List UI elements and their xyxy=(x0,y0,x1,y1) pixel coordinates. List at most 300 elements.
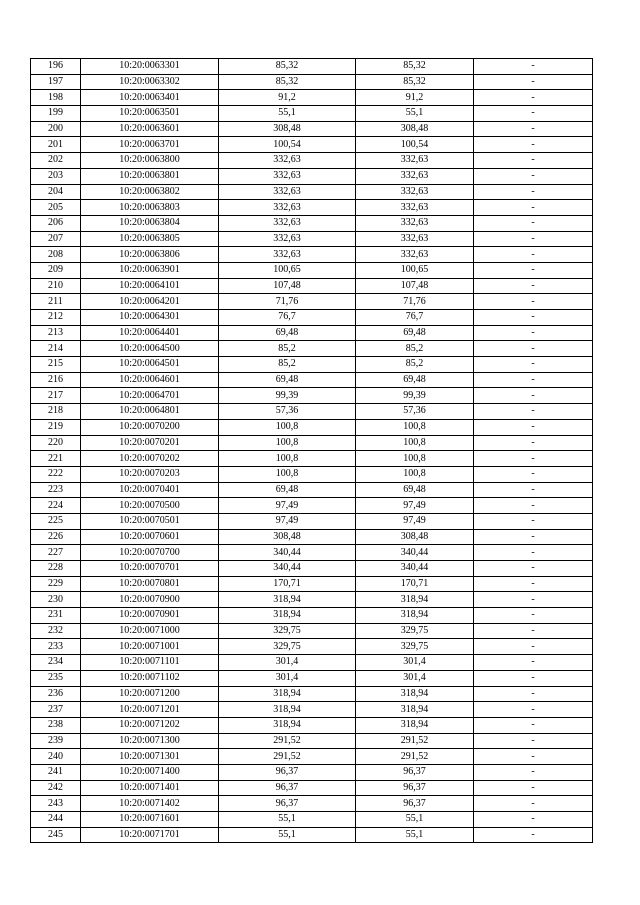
value-cell: 332,63 xyxy=(219,231,356,247)
row-number-cell: 240 xyxy=(31,749,81,765)
note-cell: - xyxy=(474,184,593,200)
note-cell: - xyxy=(474,796,593,812)
row-number-cell: 209 xyxy=(31,262,81,278)
value-cell-2: 96,37 xyxy=(356,780,474,796)
value-cell-2: 340,44 xyxy=(356,545,474,561)
row-number-cell: 199 xyxy=(31,106,81,122)
table-row xyxy=(31,451,593,467)
cadastral-number-cell: 10:20:0064501 xyxy=(81,357,219,373)
note-cell: - xyxy=(474,466,593,482)
note-cell: - xyxy=(474,576,593,592)
note-cell: - xyxy=(474,592,593,608)
row-number-cell: 210 xyxy=(31,278,81,294)
note-cell: - xyxy=(474,623,593,639)
value-cell-2: 55,1 xyxy=(356,812,474,828)
value-cell: 340,44 xyxy=(219,561,356,577)
table-row xyxy=(31,670,593,686)
note-cell: - xyxy=(474,733,593,749)
cadastral-number-cell: 10:20:0070900 xyxy=(81,592,219,608)
table-row xyxy=(31,576,593,592)
table-row xyxy=(31,184,593,200)
note-cell: - xyxy=(474,764,593,780)
value-cell: 96,37 xyxy=(219,764,356,780)
note-cell: - xyxy=(474,357,593,373)
value-cell-2: 76,7 xyxy=(356,310,474,326)
row-number-cell: 234 xyxy=(31,655,81,671)
table-row xyxy=(31,592,593,608)
table-row xyxy=(31,686,593,702)
cadastral-number-cell: 10:20:0071601 xyxy=(81,812,219,828)
row-number-cell: 200 xyxy=(31,121,81,137)
table-row xyxy=(31,310,593,326)
cadastral-number-cell: 10:20:0070801 xyxy=(81,576,219,592)
table-row xyxy=(31,294,593,310)
value-cell-2: 318,94 xyxy=(356,592,474,608)
table-row xyxy=(31,561,593,577)
note-cell: - xyxy=(474,231,593,247)
table-row xyxy=(31,435,593,451)
cadastral-number-cell: 10:20:0063301 xyxy=(81,59,219,75)
table-row xyxy=(31,121,593,137)
table-row xyxy=(31,341,593,357)
table-row xyxy=(31,466,593,482)
table-row xyxy=(31,529,593,545)
note-cell: - xyxy=(474,278,593,294)
row-number-cell: 221 xyxy=(31,451,81,467)
table-row xyxy=(31,231,593,247)
cadastral-number-cell: 10:20:0063800 xyxy=(81,153,219,169)
row-number-cell: 211 xyxy=(31,294,81,310)
value-cell-2: 100,54 xyxy=(356,137,474,153)
row-number-cell: 236 xyxy=(31,686,81,702)
note-cell: - xyxy=(474,294,593,310)
document-page xyxy=(30,58,593,843)
value-cell: 308,48 xyxy=(219,529,356,545)
value-cell: 100,54 xyxy=(219,137,356,153)
table-row xyxy=(31,137,593,153)
row-number-cell: 226 xyxy=(31,529,81,545)
value-cell: 340,44 xyxy=(219,545,356,561)
cadastral-number-cell: 10:20:0071000 xyxy=(81,623,219,639)
table-row xyxy=(31,325,593,341)
note-cell: - xyxy=(474,561,593,577)
note-cell: - xyxy=(474,200,593,216)
note-cell: - xyxy=(474,670,593,686)
row-number-cell: 205 xyxy=(31,200,81,216)
value-cell: 291,52 xyxy=(219,749,356,765)
value-cell-2: 308,48 xyxy=(356,529,474,545)
row-number-cell: 244 xyxy=(31,812,81,828)
cadastral-number-cell: 10:20:0064801 xyxy=(81,404,219,420)
value-cell-2: 308,48 xyxy=(356,121,474,137)
table-row xyxy=(31,106,593,122)
value-cell-2: 170,71 xyxy=(356,576,474,592)
note-cell: - xyxy=(474,655,593,671)
table-row xyxy=(31,200,593,216)
value-cell-2: 99,39 xyxy=(356,388,474,404)
value-cell-2: 100,8 xyxy=(356,466,474,482)
cadastral-number-cell: 10:20:0070200 xyxy=(81,419,219,435)
value-cell: 69,48 xyxy=(219,325,356,341)
row-number-cell: 239 xyxy=(31,733,81,749)
table-row xyxy=(31,357,593,373)
table-row xyxy=(31,623,593,639)
note-cell: - xyxy=(474,59,593,75)
cadastral-number-cell: 10:20:0071300 xyxy=(81,733,219,749)
value-cell-2: 291,52 xyxy=(356,733,474,749)
value-cell-2: 69,48 xyxy=(356,325,474,341)
cadastral-number-cell: 10:20:0071301 xyxy=(81,749,219,765)
row-number-cell: 222 xyxy=(31,466,81,482)
cadastral-number-cell: 10:20:0071401 xyxy=(81,780,219,796)
row-number-cell: 242 xyxy=(31,780,81,796)
note-cell: - xyxy=(474,215,593,231)
row-number-cell: 206 xyxy=(31,215,81,231)
value-cell-2: 85,32 xyxy=(356,74,474,90)
value-cell-2: 301,4 xyxy=(356,655,474,671)
value-cell-2: 329,75 xyxy=(356,623,474,639)
value-cell: 85,32 xyxy=(219,59,356,75)
value-cell: 57,36 xyxy=(219,404,356,420)
row-number-cell: 232 xyxy=(31,623,81,639)
value-cell-2: 318,94 xyxy=(356,686,474,702)
note-cell: - xyxy=(474,827,593,843)
row-number-cell: 241 xyxy=(31,764,81,780)
value-cell: 96,37 xyxy=(219,796,356,812)
value-cell: 97,49 xyxy=(219,513,356,529)
note-cell: - xyxy=(474,780,593,796)
value-cell-2: 301,4 xyxy=(356,670,474,686)
row-number-cell: 238 xyxy=(31,717,81,733)
cadastral-number-cell: 10:20:0070601 xyxy=(81,529,219,545)
value-cell-2: 291,52 xyxy=(356,749,474,765)
value-cell: 91,2 xyxy=(219,90,356,106)
row-number-cell: 220 xyxy=(31,435,81,451)
value-cell-2: 100,8 xyxy=(356,451,474,467)
value-cell-2: 107,48 xyxy=(356,278,474,294)
value-cell-2: 100,8 xyxy=(356,419,474,435)
value-cell: 318,94 xyxy=(219,592,356,608)
row-number-cell: 215 xyxy=(31,357,81,373)
value-cell: 318,94 xyxy=(219,686,356,702)
table-row xyxy=(31,90,593,106)
table-row xyxy=(31,278,593,294)
note-cell: - xyxy=(474,812,593,828)
value-cell: 308,48 xyxy=(219,121,356,137)
note-cell: - xyxy=(474,529,593,545)
value-cell-2: 329,75 xyxy=(356,639,474,655)
cadastral-number-cell: 10:20:0063805 xyxy=(81,231,219,247)
table-row xyxy=(31,419,593,435)
cadastral-number-cell: 10:20:0064401 xyxy=(81,325,219,341)
cadastral-number-cell: 10:20:0064301 xyxy=(81,310,219,326)
value-cell: 170,71 xyxy=(219,576,356,592)
table-row xyxy=(31,717,593,733)
cadastral-number-cell: 10:20:0063901 xyxy=(81,262,219,278)
row-number-cell: 197 xyxy=(31,74,81,90)
note-cell: - xyxy=(474,749,593,765)
row-number-cell: 228 xyxy=(31,561,81,577)
value-cell: 100,8 xyxy=(219,435,356,451)
row-number-cell: 235 xyxy=(31,670,81,686)
row-number-cell: 218 xyxy=(31,404,81,420)
value-cell: 55,1 xyxy=(219,812,356,828)
table-row xyxy=(31,545,593,561)
note-cell: - xyxy=(474,717,593,733)
value-cell-2: 332,63 xyxy=(356,231,474,247)
value-cell-2: 340,44 xyxy=(356,561,474,577)
value-cell-2: 100,65 xyxy=(356,262,474,278)
note-cell: - xyxy=(474,137,593,153)
value-cell: 291,52 xyxy=(219,733,356,749)
row-number-cell: 224 xyxy=(31,498,81,514)
cadastral-number-cell: 10:20:0063803 xyxy=(81,200,219,216)
cadastral-number-cell: 10:20:0064500 xyxy=(81,341,219,357)
note-cell: - xyxy=(474,404,593,420)
value-cell-2: 57,36 xyxy=(356,404,474,420)
note-cell: - xyxy=(474,639,593,655)
row-number-cell: 214 xyxy=(31,341,81,357)
value-cell: 97,49 xyxy=(219,498,356,514)
cadastral-number-cell: 10:20:0064201 xyxy=(81,294,219,310)
cadastral-number-cell: 10:20:0063806 xyxy=(81,247,219,263)
table-row xyxy=(31,74,593,90)
table-row xyxy=(31,812,593,828)
value-cell-2: 318,94 xyxy=(356,717,474,733)
note-cell: - xyxy=(474,325,593,341)
row-number-cell: 223 xyxy=(31,482,81,498)
row-number-cell: 201 xyxy=(31,137,81,153)
value-cell-2: 97,49 xyxy=(356,513,474,529)
cadastral-number-cell: 10:20:0071201 xyxy=(81,702,219,718)
cadastral-number-cell: 10:20:0063801 xyxy=(81,168,219,184)
table-row xyxy=(31,247,593,263)
note-cell: - xyxy=(474,482,593,498)
value-cell-2: 55,1 xyxy=(356,106,474,122)
row-number-cell: 225 xyxy=(31,513,81,529)
value-cell-2: 332,63 xyxy=(356,153,474,169)
cadastral-number-cell: 10:20:0063302 xyxy=(81,74,219,90)
cadastral-number-cell: 10:20:0070202 xyxy=(81,451,219,467)
value-cell: 99,39 xyxy=(219,388,356,404)
value-cell: 85,2 xyxy=(219,357,356,373)
cadastral-number-cell: 10:20:0063501 xyxy=(81,106,219,122)
note-cell: - xyxy=(474,686,593,702)
row-number-cell: 196 xyxy=(31,59,81,75)
value-cell-2: 318,94 xyxy=(356,608,474,624)
value-cell: 96,37 xyxy=(219,780,356,796)
table-row xyxy=(31,780,593,796)
row-number-cell: 202 xyxy=(31,153,81,169)
table-row xyxy=(31,153,593,169)
value-cell-2: 96,37 xyxy=(356,764,474,780)
row-number-cell: 213 xyxy=(31,325,81,341)
value-cell: 332,63 xyxy=(219,184,356,200)
value-cell-2: 69,48 xyxy=(356,482,474,498)
cadastral-number-cell: 10:20:0070203 xyxy=(81,466,219,482)
note-cell: - xyxy=(474,310,593,326)
table-row xyxy=(31,404,593,420)
value-cell-2: 85,2 xyxy=(356,341,474,357)
cadastral-number-cell: 10:20:0071202 xyxy=(81,717,219,733)
table-row xyxy=(31,59,593,75)
value-cell: 332,63 xyxy=(219,168,356,184)
note-cell: - xyxy=(474,545,593,561)
cadastral-number-cell: 10:20:0070201 xyxy=(81,435,219,451)
note-cell: - xyxy=(474,74,593,90)
cadastral-number-cell: 10:20:0070500 xyxy=(81,498,219,514)
table-row xyxy=(31,827,593,843)
value-cell-2: 91,2 xyxy=(356,90,474,106)
value-cell: 76,7 xyxy=(219,310,356,326)
cadastral-number-cell: 10:20:0070901 xyxy=(81,608,219,624)
table-row xyxy=(31,608,593,624)
value-cell-2: 332,63 xyxy=(356,184,474,200)
note-cell: - xyxy=(474,498,593,514)
note-cell: - xyxy=(474,388,593,404)
value-cell: 69,48 xyxy=(219,482,356,498)
value-cell: 55,1 xyxy=(219,827,356,843)
row-number-cell: 208 xyxy=(31,247,81,263)
value-cell: 301,4 xyxy=(219,670,356,686)
value-cell-2: 332,63 xyxy=(356,247,474,263)
row-number-cell: 233 xyxy=(31,639,81,655)
note-cell: - xyxy=(474,435,593,451)
row-number-cell: 216 xyxy=(31,372,81,388)
value-cell-2: 85,32 xyxy=(356,59,474,75)
value-cell-2: 332,63 xyxy=(356,215,474,231)
row-number-cell: 207 xyxy=(31,231,81,247)
cadastral-number-cell: 10:20:0070700 xyxy=(81,545,219,561)
cadastral-number-cell: 10:20:0063802 xyxy=(81,184,219,200)
value-cell: 318,94 xyxy=(219,702,356,718)
table-row xyxy=(31,796,593,812)
row-number-cell: 243 xyxy=(31,796,81,812)
table-row xyxy=(31,215,593,231)
row-number-cell: 212 xyxy=(31,310,81,326)
value-cell-2: 97,49 xyxy=(356,498,474,514)
table-row xyxy=(31,655,593,671)
value-cell-2: 318,94 xyxy=(356,702,474,718)
cadastral-number-cell: 10:20:0063601 xyxy=(81,121,219,137)
value-cell: 100,8 xyxy=(219,419,356,435)
cadastral-number-cell: 10:20:0071200 xyxy=(81,686,219,702)
value-cell: 332,63 xyxy=(219,153,356,169)
table-row xyxy=(31,749,593,765)
value-cell: 107,48 xyxy=(219,278,356,294)
note-cell: - xyxy=(474,106,593,122)
cadastral-number-cell: 10:20:0063701 xyxy=(81,137,219,153)
cadastral-number-cell: 10:20:0064601 xyxy=(81,372,219,388)
value-cell: 332,63 xyxy=(219,200,356,216)
cadastral-number-cell: 10:20:0071001 xyxy=(81,639,219,655)
table-row xyxy=(31,702,593,718)
value-cell: 100,65 xyxy=(219,262,356,278)
table-row xyxy=(31,388,593,404)
note-cell: - xyxy=(474,702,593,718)
cadastral-number-cell: 10:20:0071102 xyxy=(81,670,219,686)
note-cell: - xyxy=(474,608,593,624)
cadastral-number-cell: 10:20:0071400 xyxy=(81,764,219,780)
note-cell: - xyxy=(474,168,593,184)
note-cell: - xyxy=(474,451,593,467)
cadastral-number-cell: 10:20:0064101 xyxy=(81,278,219,294)
cadastral-number-cell: 10:20:0063401 xyxy=(81,90,219,106)
cadastral-number-cell: 10:20:0064701 xyxy=(81,388,219,404)
note-cell: - xyxy=(474,247,593,263)
value-cell: 55,1 xyxy=(219,106,356,122)
value-cell: 69,48 xyxy=(219,372,356,388)
table-row xyxy=(31,482,593,498)
row-number-cell: 237 xyxy=(31,702,81,718)
cadastral-number-cell: 10:20:0071402 xyxy=(81,796,219,812)
cadastral-number-cell: 10:20:0071701 xyxy=(81,827,219,843)
note-cell: - xyxy=(474,419,593,435)
value-cell-2: 69,48 xyxy=(356,372,474,388)
table-row xyxy=(31,498,593,514)
row-number-cell: 245 xyxy=(31,827,81,843)
table-row xyxy=(31,639,593,655)
value-cell-2: 100,8 xyxy=(356,435,474,451)
value-cell-2: 332,63 xyxy=(356,200,474,216)
value-cell: 329,75 xyxy=(219,639,356,655)
table-row xyxy=(31,372,593,388)
row-number-cell: 219 xyxy=(31,419,81,435)
value-cell-2: 71,76 xyxy=(356,294,474,310)
value-cell: 318,94 xyxy=(219,608,356,624)
value-cell: 71,76 xyxy=(219,294,356,310)
table-row xyxy=(31,764,593,780)
note-cell: - xyxy=(474,90,593,106)
cadastral-number-cell: 10:20:0063804 xyxy=(81,215,219,231)
note-cell: - xyxy=(474,513,593,529)
note-cell: - xyxy=(474,153,593,169)
row-number-cell: 203 xyxy=(31,168,81,184)
value-cell: 332,63 xyxy=(219,215,356,231)
value-cell-2: 96,37 xyxy=(356,796,474,812)
table-row xyxy=(31,513,593,529)
value-cell: 100,8 xyxy=(219,466,356,482)
value-cell: 318,94 xyxy=(219,717,356,733)
value-cell: 301,4 xyxy=(219,655,356,671)
cadastral-number-cell: 10:20:0071101 xyxy=(81,655,219,671)
value-cell: 85,2 xyxy=(219,341,356,357)
note-cell: - xyxy=(474,262,593,278)
note-cell: - xyxy=(474,341,593,357)
value-cell: 85,32 xyxy=(219,74,356,90)
row-number-cell: 229 xyxy=(31,576,81,592)
row-number-cell: 204 xyxy=(31,184,81,200)
value-cell: 329,75 xyxy=(219,623,356,639)
table-body xyxy=(31,59,593,843)
row-number-cell: 230 xyxy=(31,592,81,608)
cadastral-number-cell: 10:20:0070501 xyxy=(81,513,219,529)
note-cell: - xyxy=(474,121,593,137)
value-cell-2: 85,2 xyxy=(356,357,474,373)
cadastral-number-cell: 10:20:0070701 xyxy=(81,561,219,577)
table-row xyxy=(31,262,593,278)
note-cell: - xyxy=(474,372,593,388)
value-cell-2: 332,63 xyxy=(356,168,474,184)
row-number-cell: 217 xyxy=(31,388,81,404)
row-number-cell: 198 xyxy=(31,90,81,106)
value-cell: 332,63 xyxy=(219,247,356,263)
row-number-cell: 227 xyxy=(31,545,81,561)
parcel-table xyxy=(30,58,593,843)
table-row xyxy=(31,733,593,749)
cadastral-number-cell: 10:20:0070401 xyxy=(81,482,219,498)
row-number-cell: 231 xyxy=(31,608,81,624)
